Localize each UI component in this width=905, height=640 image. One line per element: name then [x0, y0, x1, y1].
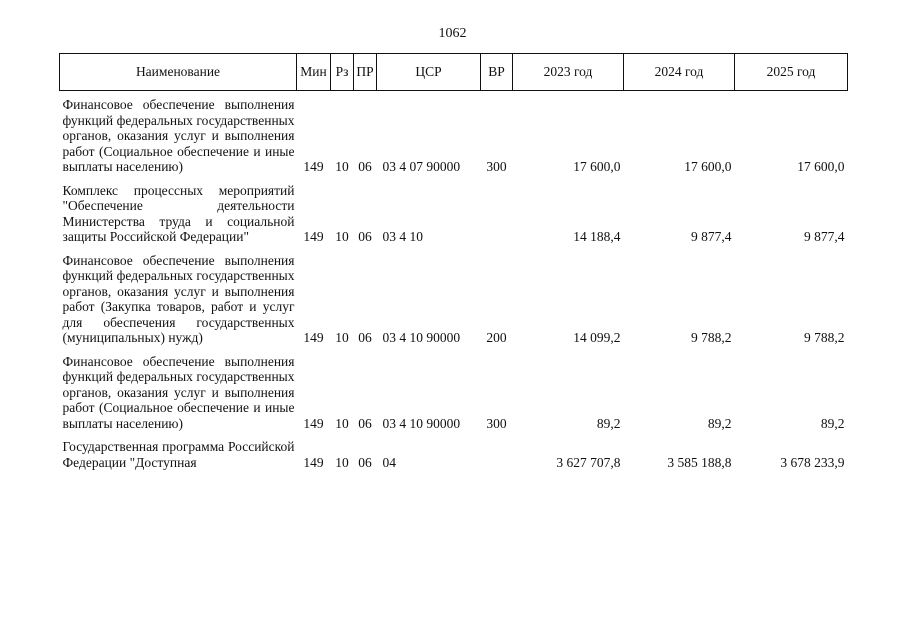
row-vr: 200: [486, 330, 507, 345]
row-min: 149: [303, 229, 324, 244]
row-2024: 3 585 188,8: [667, 454, 732, 470]
row-name: Государственная программа Российской Федерации "Доступная: [62, 439, 295, 470]
row-csr: 03 4 10: [382, 229, 423, 244]
header-2024: 2024 год: [624, 54, 735, 91]
row-2025: 9 788,2: [804, 330, 845, 345]
row-2023: 89,2: [596, 415, 621, 431]
row-vr: [481, 431, 513, 470]
table-row: [60, 431, 848, 470]
row-min: 149: [303, 415, 324, 431]
row-pr: 06: [358, 454, 372, 470]
row-name: Финансовое обеспечение выполнения функций федеральных государственных органов, оказания услуг и выполнения работ (Социальное обеспечение и иные выплаты населению): [62, 353, 295, 431]
table-body: [60, 91, 848, 471]
row-2024: 89,2: [707, 415, 732, 431]
row-csr: 03 4 07 90000: [382, 159, 461, 174]
row-min: 149: [303, 330, 324, 345]
header-csr: ЦСР: [377, 54, 481, 91]
row-2024: 9 877,4: [691, 229, 732, 244]
row-2025: 17 600,0: [797, 159, 845, 174]
header-rz: Рз: [331, 54, 354, 91]
row-2025: 3 678 233,9: [780, 454, 845, 470]
row-min: 149: [303, 159, 324, 174]
row-vr: 300: [486, 159, 507, 174]
row-2025: 89,2: [820, 415, 845, 431]
row-vr: [481, 175, 513, 245]
row-2023: 14 188,4: [573, 229, 621, 244]
budget-table: [59, 53, 848, 470]
row-csr: 03 4 10 90000: [382, 330, 461, 345]
row-rz: 10: [335, 159, 349, 174]
row-pr: 06: [358, 330, 372, 345]
row-2023: 14 099,2: [573, 330, 621, 345]
row-rz: 10: [335, 229, 349, 244]
table-header: [60, 54, 848, 91]
row-csr: 03 4 10 90000: [382, 415, 461, 431]
row-rz: 10: [335, 330, 349, 345]
row-vr: 300: [486, 415, 507, 431]
header-vr: ВР: [481, 54, 513, 91]
table-row: [60, 245, 848, 346]
row-2024: 17 600,0: [684, 159, 732, 174]
row-pr: 06: [358, 415, 372, 431]
table-row: [60, 175, 848, 245]
row-2023: 3 627 707,8: [556, 454, 621, 470]
row-pr: 06: [358, 229, 372, 244]
header-pr: ПР: [354, 54, 377, 91]
row-2023: 17 600,0: [573, 159, 621, 174]
row-csr: 04: [382, 454, 396, 470]
table-row: [60, 346, 848, 432]
header-min: Мин: [297, 54, 331, 91]
row-min: 149: [303, 454, 324, 470]
row-2025: 9 877,4: [804, 229, 845, 244]
row-name: Финансовое обеспечение выполнения функций федеральных государственных органов, оказания услуг и выполнения работ (Социальное обеспечение и иные выплаты населению): [62, 97, 295, 174]
table-row: [60, 91, 848, 175]
header-name: Наименование: [60, 54, 297, 91]
page-number: 1062: [438, 26, 467, 41]
row-rz: 10: [335, 454, 349, 470]
header-2025: 2025 год: [735, 54, 848, 91]
row-name: Финансовое обеспечение выполнения функций федеральных государственных органов, оказания услуг и выполнения работ (Закупка товаров, работ и услуг для обеспечения государственных (муниципальных) нужд): [62, 252, 295, 345]
row-name: Комплекс процессных мероприятий "Обеспечение деятельности Министерства труда и социальной защиты Российской Федерации": [62, 182, 295, 244]
row-rz: 10: [335, 415, 349, 431]
row-pr: 06: [358, 159, 372, 174]
header-2023: 2023 год: [513, 54, 624, 91]
row-2024: 9 788,2: [691, 330, 732, 345]
